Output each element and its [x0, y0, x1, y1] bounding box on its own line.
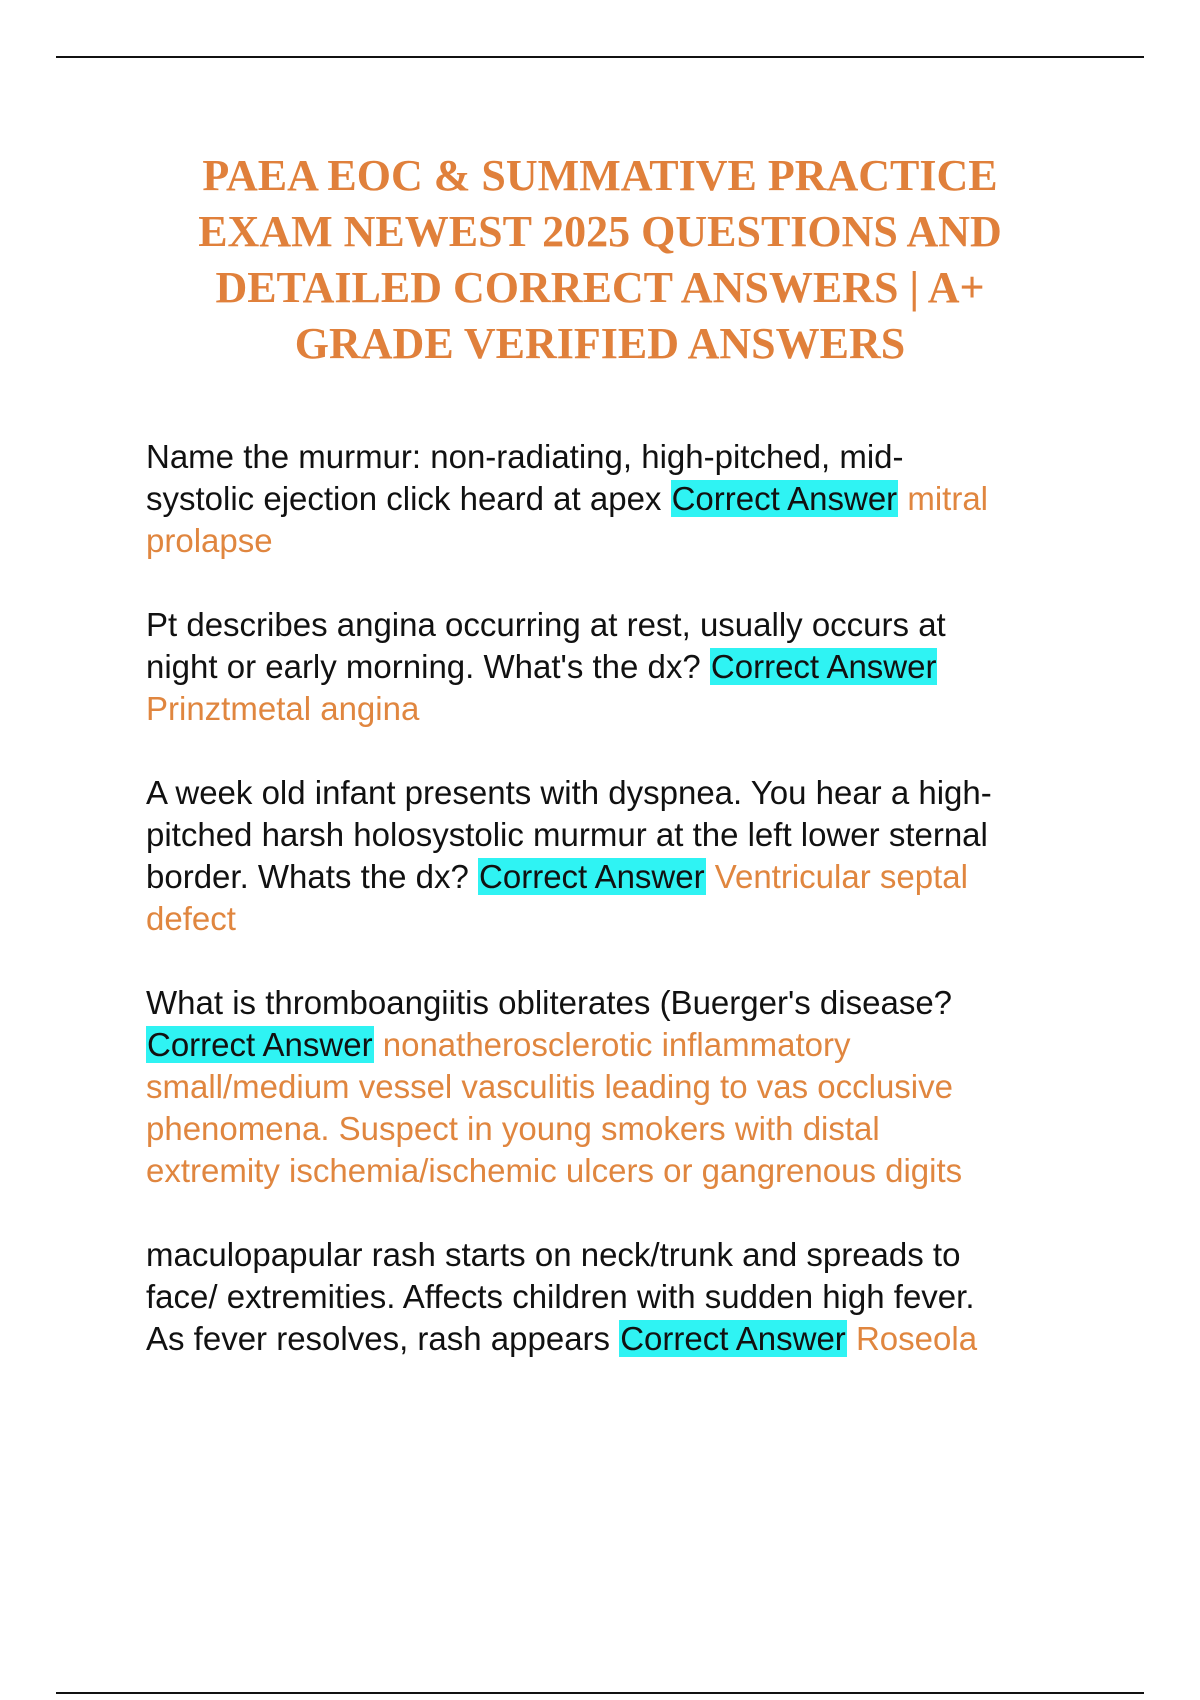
- qa-line: [146, 1318, 1086, 1360]
- answer-text: Prinztmetal angina: [146, 690, 420, 727]
- qa-list: [146, 436, 1086, 1402]
- answer-text: prolapse: [146, 522, 273, 559]
- bottom-rule: [56, 1692, 1144, 1694]
- qa-line: [146, 856, 1086, 898]
- title-line: GRADE VERIFIED ANSWERS: [294, 319, 906, 368]
- qa-item-vsd: [146, 772, 1086, 940]
- answer-text: phenomena. Suspect in young smokers with distal: [146, 1110, 880, 1147]
- question-text: systolic ejection click heard at apex: [146, 480, 662, 517]
- answer-text: Roseola: [855, 1320, 978, 1357]
- correct-answer-label: Correct Answer: [710, 648, 937, 685]
- correct-answer-label: Correct Answer: [147, 1026, 373, 1063]
- answer-text: mitral: [907, 480, 989, 517]
- answer-text: extremity ischemia/ischemic ulcers or gangrenous digits: [146, 1152, 963, 1189]
- qa-item-buerger: [146, 982, 1086, 1192]
- qa-item-murmur: [146, 436, 1086, 562]
- answer-text: defect: [146, 900, 236, 937]
- document-title: [120, 148, 1080, 372]
- correct-answer-label: Correct Answer: [620, 1320, 846, 1357]
- qa-line: [146, 478, 1086, 520]
- question-text: maculopapular rash starts on neck/trunk and spreads to: [146, 1236, 961, 1273]
- correct-answer-label: Correct Answer: [479, 858, 705, 895]
- correct-answer-label: Correct Answer: [671, 480, 898, 517]
- title-line: DETAILED CORRECT ANSWERS | A+: [215, 263, 985, 312]
- qa-item-roseola: [146, 1234, 1086, 1360]
- qa-item-angina: [146, 604, 1086, 730]
- answer-text: nonatherosclerotic inflammatory: [382, 1026, 851, 1063]
- answer-text: Ventricular septal: [714, 858, 968, 895]
- title-line: PAEA EOC & SUMMATIVE PRACTICE: [202, 151, 998, 200]
- question-text: face/ extremities. Affects children with sudden high fever.: [146, 1278, 975, 1315]
- qa-line: [146, 1024, 1086, 1066]
- question-text: border. Whats the dx?: [146, 858, 469, 895]
- qa-line: [146, 646, 1086, 688]
- top-rule: [56, 56, 1144, 58]
- question-text: What is thromboangiitis obliterates (Buerger's disease?: [146, 984, 953, 1021]
- title-line: EXAM NEWEST 2025 QUESTIONS AND: [198, 207, 1002, 256]
- question-text: pitched harsh holosystolic murmur at the left lower sternal: [146, 816, 988, 853]
- question-text: Name the murmur: non-radiating, high-pitched, mid-: [146, 438, 904, 475]
- question-text: night or early morning. What's the dx?: [146, 648, 701, 685]
- answer-text: small/medium vessel vasculitis leading to vas occlusive: [146, 1068, 953, 1105]
- question-text: As fever resolves, rash appears: [146, 1320, 611, 1357]
- question-text: Pt describes angina occurring at rest, usually occurs at: [146, 606, 946, 643]
- question-text: A week old infant presents with dyspnea. You hear a high-: [146, 774, 992, 811]
